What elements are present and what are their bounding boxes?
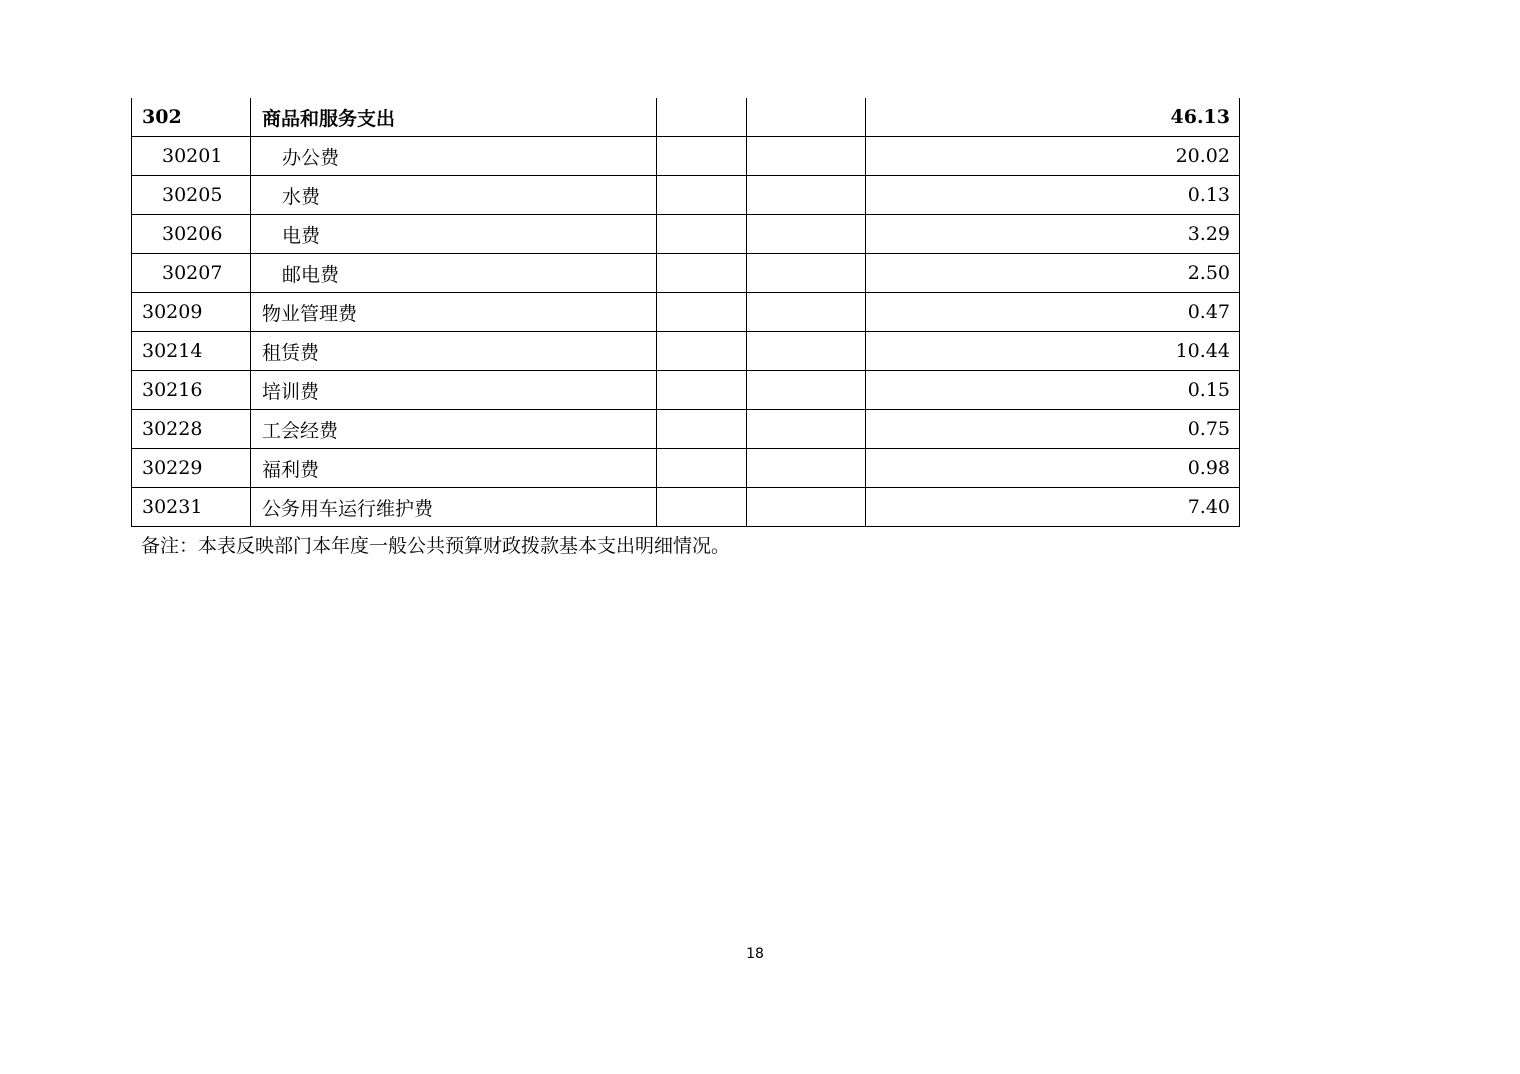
item-name-cell: 福利费 xyxy=(251,449,657,488)
table-row xyxy=(132,215,1240,254)
table-row xyxy=(132,332,1240,371)
item-name-cell: 租赁费 xyxy=(251,332,657,371)
amount-cell: 0.47 xyxy=(866,293,1240,332)
table-row xyxy=(132,488,1240,527)
empty-cell xyxy=(747,449,866,488)
table-row xyxy=(132,137,1240,176)
empty-cell xyxy=(657,98,747,137)
item-name-cell: 办公费 xyxy=(251,137,657,176)
empty-cell xyxy=(747,371,866,410)
empty-cell xyxy=(747,137,866,176)
table-footnote: 备注：本表反映部门本年度一般公共预算财政拨款基本支出明细情况。 xyxy=(141,535,731,557)
amount-cell: 0.98 xyxy=(866,449,1240,488)
empty-cell xyxy=(747,254,866,293)
table-row xyxy=(132,371,1240,410)
empty-cell xyxy=(747,98,866,137)
page-number: 18 xyxy=(746,946,764,962)
economic-code-cell: 30207 xyxy=(132,254,251,293)
amount-cell: 20.02 xyxy=(866,137,1240,176)
economic-code-cell: 30205 xyxy=(132,176,251,215)
table-row xyxy=(132,254,1240,293)
item-name-cell: 商品和服务支出 xyxy=(251,98,657,137)
empty-cell xyxy=(747,410,866,449)
item-name-cell: 电费 xyxy=(251,215,657,254)
economic-code-cell: 30229 xyxy=(132,449,251,488)
empty-cell xyxy=(747,332,866,371)
item-name-cell: 公务用车运行维护费 xyxy=(251,488,657,527)
amount-cell: 0.15 xyxy=(866,371,1240,410)
amount-cell: 0.75 xyxy=(866,410,1240,449)
economic-code-cell: 30209 xyxy=(132,293,251,332)
empty-cell xyxy=(747,176,866,215)
item-name-cell: 物业管理费 xyxy=(251,293,657,332)
economic-code-cell: 30216 xyxy=(132,371,251,410)
table-row xyxy=(132,176,1240,215)
empty-cell xyxy=(747,488,866,527)
economic-code-cell: 302 xyxy=(132,98,251,137)
empty-cell xyxy=(657,176,747,215)
economic-code-cell: 30201 xyxy=(132,137,251,176)
item-name-cell: 邮电费 xyxy=(251,254,657,293)
economic-code-cell: 30206 xyxy=(132,215,251,254)
empty-cell xyxy=(657,254,747,293)
table-row xyxy=(132,410,1240,449)
empty-cell xyxy=(747,215,866,254)
amount-cell: 46.13 xyxy=(866,98,1240,137)
amount-cell: 7.40 xyxy=(866,488,1240,527)
amount-cell: 2.50 xyxy=(866,254,1240,293)
amount-cell: 0.13 xyxy=(866,176,1240,215)
amount-cell: 3.29 xyxy=(866,215,1240,254)
table-row xyxy=(132,449,1240,488)
budget-detail-table xyxy=(131,98,1240,527)
empty-cell xyxy=(657,371,747,410)
table-row xyxy=(132,98,1240,137)
empty-cell xyxy=(657,137,747,176)
table-row xyxy=(132,293,1240,332)
empty-cell xyxy=(657,488,747,527)
economic-code-cell: 30228 xyxy=(132,410,251,449)
empty-cell xyxy=(657,449,747,488)
empty-cell xyxy=(657,293,747,332)
item-name-cell: 水费 xyxy=(251,176,657,215)
empty-cell xyxy=(657,215,747,254)
empty-cell xyxy=(657,410,747,449)
economic-code-cell: 30214 xyxy=(132,332,251,371)
empty-cell xyxy=(747,293,866,332)
amount-cell: 10.44 xyxy=(866,332,1240,371)
economic-code-cell: 30231 xyxy=(132,488,251,527)
item-name-cell: 工会经费 xyxy=(251,410,657,449)
empty-cell xyxy=(657,332,747,371)
item-name-cell: 培训费 xyxy=(251,371,657,410)
